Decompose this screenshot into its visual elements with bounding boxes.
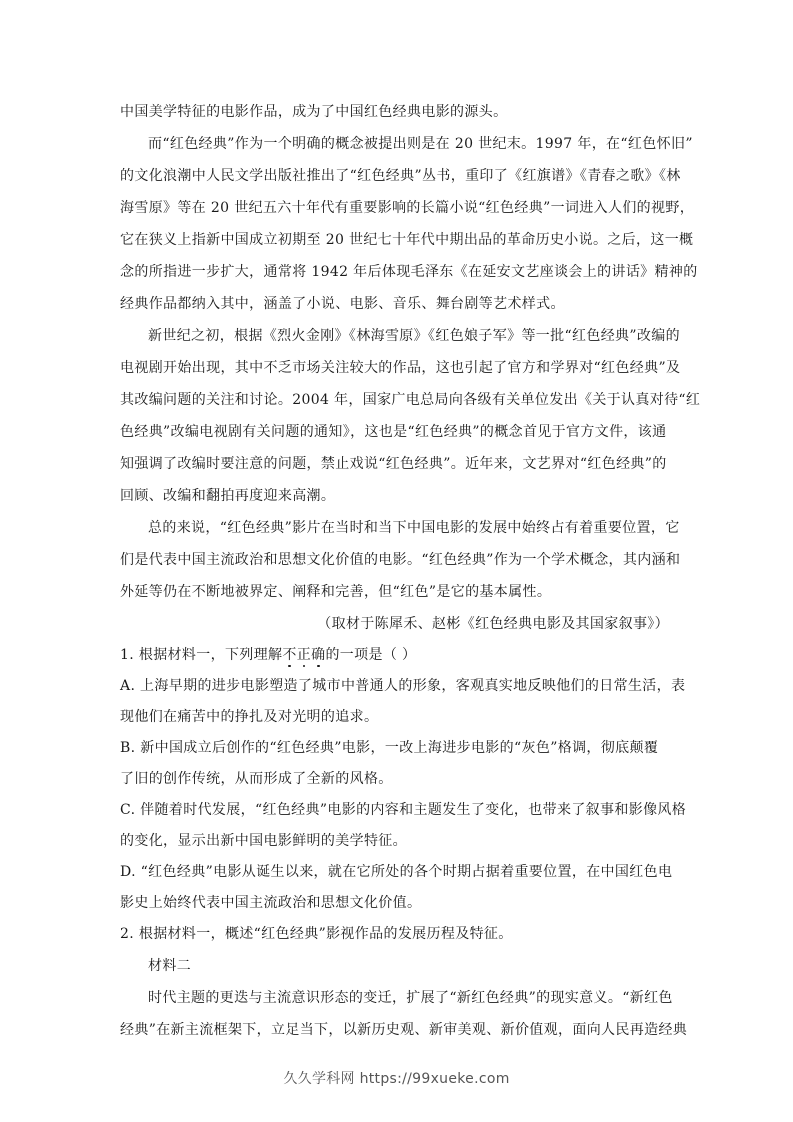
option-line: 影史上始终代表中国主流政治和思想文化价值。 [120,895,422,911]
paragraph-new-century-adaptation [120,320,701,512]
source-citation: （取材于陈犀禾、赵彬《红色经典电影及其国家叙事》） [317,616,669,632]
emphasized-char: 确 [311,647,326,663]
paragraph-red-classic-concept [120,128,698,320]
option-line: 现他们在痛苦中的挣扎及对光明的追求。 [120,709,379,725]
question-1-stem [120,640,675,671]
option-a [120,671,686,733]
option-d [120,857,675,919]
passage-line: 的文化浪潮中人民文学出版社推出了“红色经典”丛书，重印了《红旗谱》《青春之歌》《林 [120,168,681,184]
question-1-suffix: 的一项是（ ） [325,647,417,663]
passage-line: 新世纪之初，根据《烈火金刚》《林海雪原》《红色娘子军》等一批“红色经典”改编的 [148,328,680,344]
option-line: 的变化，显示出新中国电影鲜明的美学特征。 [120,833,407,849]
option-line: D. “红色经典”电影从诞生以来，就在它所处的各个时期占据着重要位置，在中国红色电 [120,864,673,880]
option-line: C. 伴随着时代发展，“红色经典”电影的内容和主题发生了变化，也带来了叙事和影像风格 [120,802,687,818]
passage-line: 们是代表中国主流政治和思想文化价值的电影。“红色经典”作为一个学术概念，其内涵和 [120,552,681,568]
emphasized-char: 正 [296,647,312,663]
option-line: A. 上海早期的进步电影塑造了城市中普通人的形象，客观真实地反映他们的日常生活，表 [120,678,686,694]
passage-line: 其改编问题的关注和讨论。2004 年，国家广电总局向各级有关单位发出《关于认真对待“红 [120,392,701,408]
option-line: 了旧的创作传统，从而形成了全新的风格。 [120,771,393,787]
passage-line: 色经典”改编电视剧有关问题的通知》，这也是“红色经典”的概念首见于官方文件，该通 [120,424,667,440]
passage-line: 电视剧开始出现，其中不乏市场关注较大的作品，这也引起了官方和学界对“红色经典”及 [120,360,681,376]
passage-line: 而“红色经典”作为一个明确的概念被提出则是在 20 世纪末。1997 年，在“红色怀旧” [148,136,693,152]
emphasized-char: 不 [282,647,297,663]
passage-line: 经典作品都纳入其中，涵盖了小说、电影、音乐、舞台剧等艺术样式。 [120,296,565,312]
passage-line: 外延等仍在不断地被界定、阐释和完善，但“红色”是它的基本属性。 [120,584,552,600]
footer-watermark: 久久学科网 https://99xueke.com [283,1071,510,1087]
passage-line: 总的来说，“红色经典”影片在当时和当下中国电影的发展中始终占有着重要位置，它 [148,520,680,536]
passage-line: 中国美学特征的电影作品，成为了中国红色经典电影的源头。 [120,104,508,120]
material-2-heading: 材料二 [148,958,192,974]
question-2: 2. 根据材料一，概述“红色经典”影视作品的发展历程及特征。 [120,926,513,942]
passage-line: 时代主题的更迭与主流意识形态的变迁，扩展了“新红色经典”的现实意义。“新红色 [148,990,673,1006]
passage-line: 回顾、改编和翻拍再度迎来高潮。 [120,488,336,504]
paragraph-summary [120,512,681,608]
material-2-body [120,982,688,1046]
passage-line: 知强调了改编时要注意的问题，禁止戏说“红色经典”。近年来，文艺界对“红色经典”的 [120,456,667,472]
option-line: B. 新中国成立后创作的“红色经典”电影，一改上海进步电影的“灰色”格调，彻底颠覆 [120,740,659,756]
passage-line: 海雪原》等在 20 世纪五六十年代有重要影响的长篇小说“红色经典”一词进入人们的视野， [120,200,695,216]
passage-line: 念的所指进一步扩大，通常将 1942 年后体现毛泽东《在延安文艺座谈会上的讲话》精神的 [120,264,698,280]
question-1-prefix: 1. 根据材料一，下列理解 [120,647,283,663]
option-c [120,795,687,857]
document-page [120,96,701,1046]
passage-line: 它在狭义上指新中国成立初期至 20 世纪七十年代中期出品的革命历史小说。之后，这一概 [120,232,694,248]
option-b [120,733,675,795]
passage-line: 经典”在新主流框架下，立足当下，以新历史观、新审美观、新价值观，面向人民再造经典 [120,1022,688,1038]
